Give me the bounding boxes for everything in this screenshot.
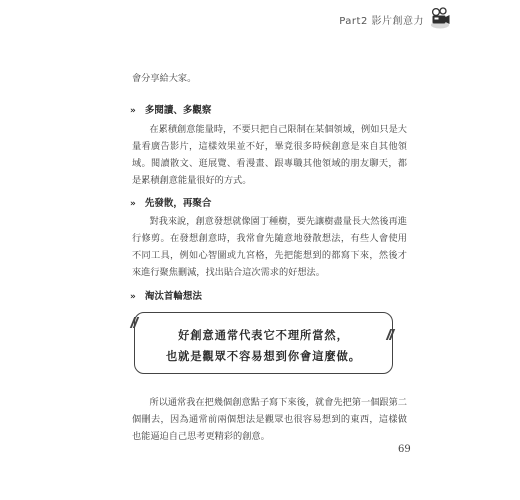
chevron-right-icon: » (130, 199, 136, 209)
running-header: Part2 影片創意力 (339, 16, 424, 27)
quote-box (134, 312, 393, 374)
closing-paragraph: 所以通常我在把幾個創意點子寫下來後，就會先把第一個跟第二個刪去，因為通常前兩個想法是觀眾也很容易想到的東西，這樣做也能逼迫自己思考更精彩的創意。 (132, 397, 407, 442)
section-title: 多閱讀、多觀察 (144, 105, 212, 116)
chevron-right-icon: » (130, 106, 136, 116)
section-body-read-observe: 在累積創意能量時，不要只把自己限制在某個領域，例如只是大量看廣告影片，這樣效果並不好，畢竟很多時候創意是來自其他領域。閱讀散文、逛展覽、看漫畫、跟專職其他領域的朋友聊天，都是累積創意能量很好的方式。 (132, 124, 407, 186)
section-heading-read-observe (130, 102, 211, 116)
section-title: 先發散，再聚合 (144, 198, 212, 209)
page-number: 69 (398, 444, 411, 455)
quote-line-2: 也就是觀眾不容易想到你會這麼做。 (165, 350, 361, 363)
section-body-diverge-converge: 對我來說，創意發想就像園丁種樹，要先讓樹盡量長大然後再進行修剪。在發想創意時，我常會先隨意地發散想法，有些人會使用不同工具，例如心智圖或九宮格，先把能想到的都寫下來，然後才來進行聚焦刪減，找出貼合這次需求的好想法。 (132, 216, 407, 278)
section-title: 淘汰首輪想法 (144, 291, 202, 302)
quote-line-1: 好創意通常代表它不理所當然， (178, 329, 349, 342)
section-heading-diverge-converge (130, 195, 211, 209)
camera-icon (429, 6, 451, 30)
section-heading-discard-first-ideas (130, 288, 202, 302)
chevron-right-icon: » (130, 292, 136, 302)
intro-paragraph: 會分享給大家。 (132, 73, 197, 84)
